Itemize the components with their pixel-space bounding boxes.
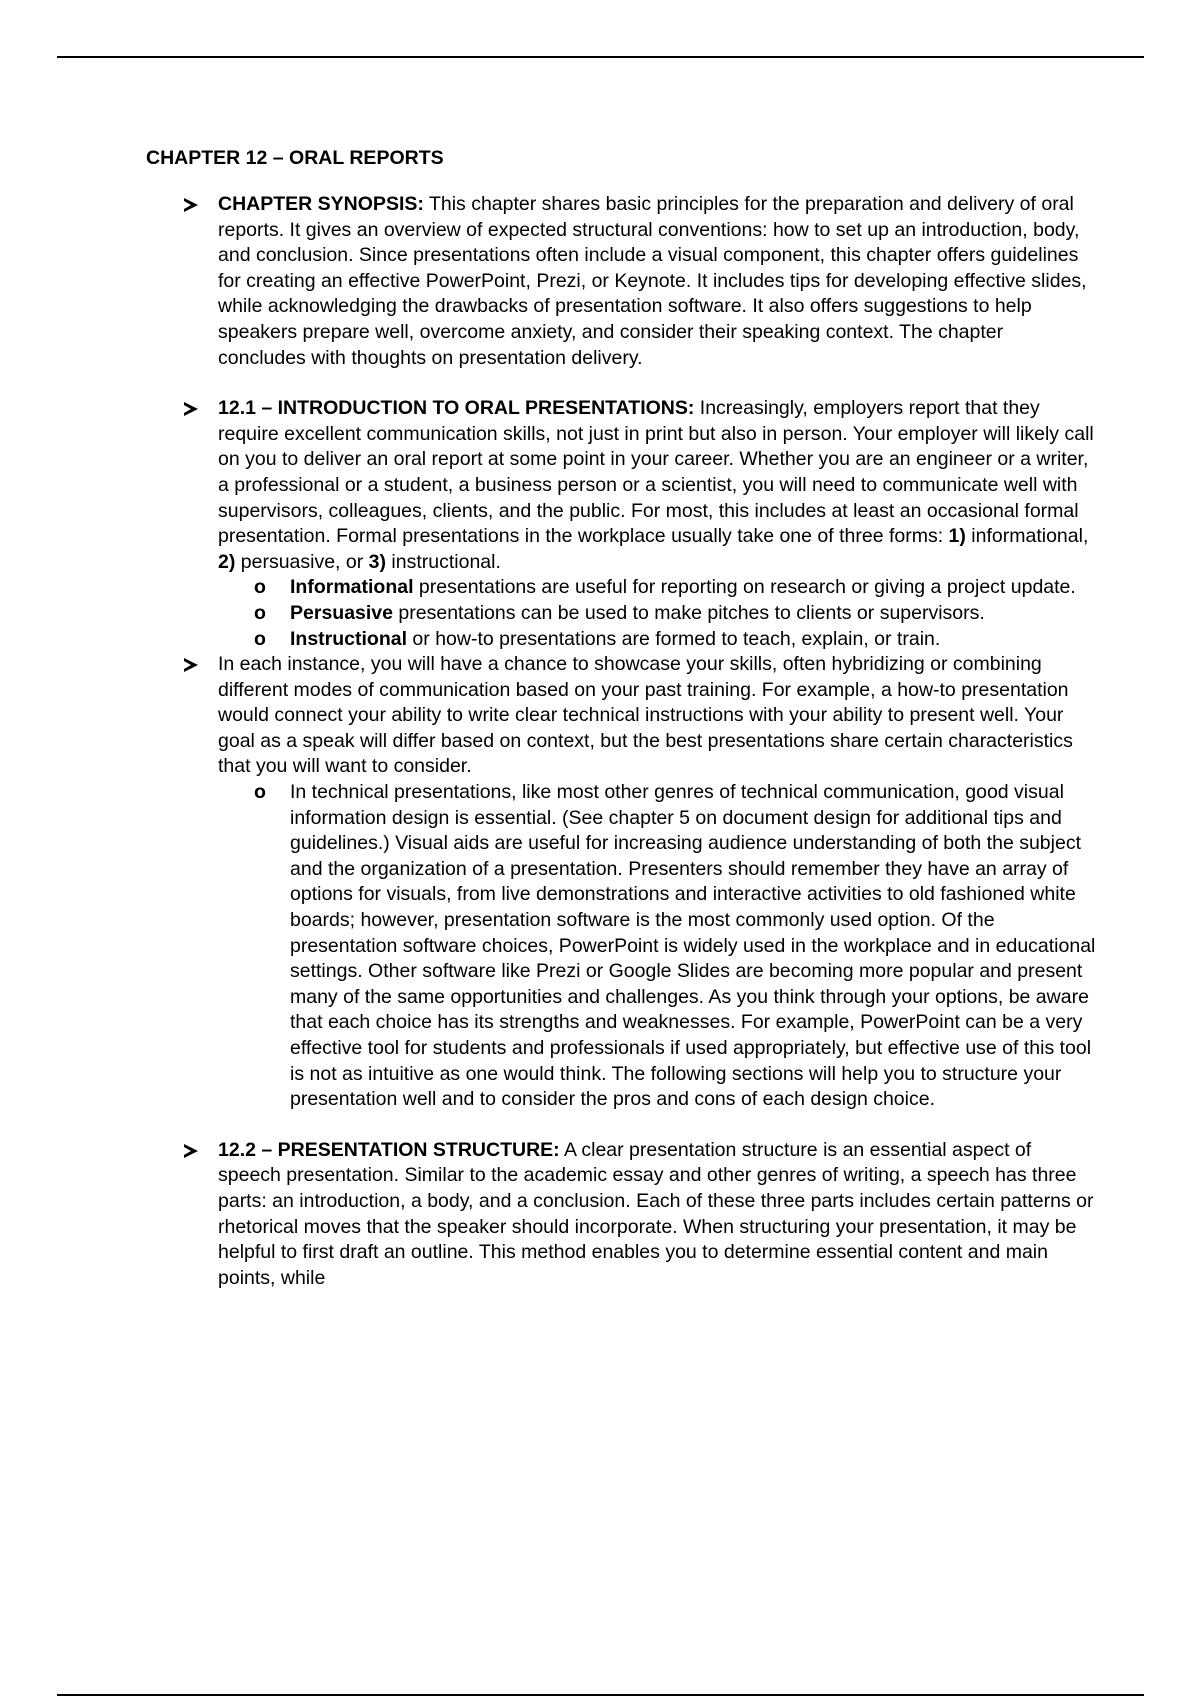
list-item [218,601,1096,627]
list-item [218,780,1096,1113]
bullet-text: or how-to presentations are formed to teach, explain, or train. [407,627,941,650]
form-label: informational, [965,525,1089,548]
list-item [218,575,1096,601]
arrow-bullet-icon [184,658,198,672]
document-page [146,145,1096,1291]
form-number: 2) [218,550,236,573]
instance-entry [146,652,1096,1113]
form-label: instructional. [386,550,501,573]
section-12-2-entry [146,1138,1096,1292]
section-12-2-text: A clear presentation structure is an essential aspect of speech presentation. Similar to the academic essay and other genres of writing, a speech has three parts: an introduction, a body, and a conclusion. Each of these three parts includes certain patterns or rhetorical moves that the speaker should incorporate. When structuring your presentation, it may be helpful to first draft an outline. This method enables you to determine essential content and main points, while [218,1138,1094,1289]
circle-bullet-icon: o [254,576,266,599]
synopsis-entry [146,192,1096,371]
header-rule [57,56,1144,58]
circle-bullet-icon: o [254,601,266,624]
bullet-text: presentations are useful for reporting on research or giving a project update. [413,576,1076,599]
arrow-bullet-icon [184,198,198,212]
footer-rule [57,1694,1144,1696]
bullet-term: Informational [290,576,414,599]
list-item [218,627,1096,653]
section-12-1-label: 12.1 – INTRODUCTION TO ORAL PRESENTATIONS: [218,397,695,420]
bullet-term: Persuasive [290,601,393,624]
section-12-1-entry [146,396,1096,652]
arrow-bullet-icon [184,1144,198,1158]
bullet-text: In technical presentations, like most other genres of technical communication, good visual information design is essential. (See chapter 5 on document design for additional tips and guidelines.) Visual aids are useful for increasing audience understanding of both the subject and the organization of a presentation. Presenters should remember they have an array of options for visuals, from live demonstrations and interactive activities to old fashioned white boards; however, presentation software is the most commonly used option. Of the presentation software choices, PowerPoint is widely used in the workplace and in educational settings. Other software like Prezi or Google Slides are becoming more popular and present many of the same opportunities and challenges. As you think through your options, be aware that each choice has its strengths and weaknesses. For example, PowerPoint can be a very effective tool for students and professionals if used appropriately, but effective use of this tool is not as intuitive as one would think. The following sections will help you to structure your presentation well and to consider the pros and cons of each design choice. [290,781,1096,1111]
form-number: 3) [368,550,386,573]
circle-bullet-icon: o [254,781,266,804]
chapter-title: CHAPTER 12 – ORAL REPORTS [146,147,444,169]
circle-bullet-icon: o [254,627,266,650]
arrow-bullet-icon [184,402,198,416]
synopsis-label: CHAPTER SYNOPSIS: [218,193,424,215]
form-label: persuasive, or [235,550,369,573]
synopsis-text: This chapter shares basic principles for the preparation and delivery of oral reports. It gives an overview of expected structural conventions: how to set up an introduction, body, and conclusion. Since presentations often include a visual component, this chapter offers guidelines for creating an effective PowerPoint, Prezi, or Keynote. It includes tips for developing effective slides, while acknowledging the drawbacks of presentation software. It also offers suggestions to help speakers prepare well, overcome anxiety, and consider their speaking context. The chapter concludes with thoughts on presentation delivery. [218,193,1087,369]
section-12-2-label: 12.2 – PRESENTATION STRUCTURE: [218,1138,560,1161]
bullet-term: Instructional [290,627,408,650]
instance-text: In each instance, you will have a chance to showcase your skills, often hybridizing or combining different modes of communication based on your past training. For example, a how-to presentation would connect your ability to write clear technical instructions with your ability to present well. Your goal as a speak will differ based on context, but the best presentations share certain characteristics that you will want to consider. [218,653,1073,778]
form-number: 1) [948,525,966,548]
section-12-1-text: Increasingly, employers report that they require excellent communication skills, not just in print but also in person. Your employer will likely call on you to deliver an oral report at some point in your career. Whether you are an engineer or a writer, a professional or a student, a business person or a scientist, you will need to communicate well with supervisors, colleagues, clients, and the public. For most, this includes at least an occasional formal presentation. Formal presentations in the workplace usually take one of three forms: [218,397,1094,548]
bullet-text: presentations can be used to make pitches to clients or supervisors. [393,601,985,624]
